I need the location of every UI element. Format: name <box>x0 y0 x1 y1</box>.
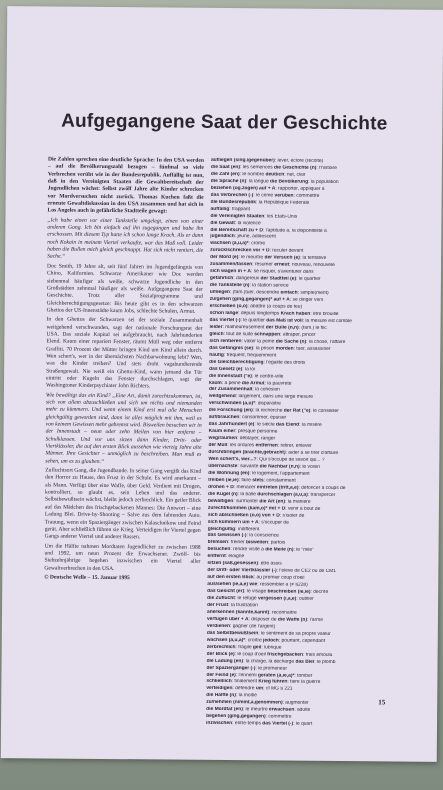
glossary-translation: : le quartier <box>296 276 321 283</box>
glossary-translation: : rapporter, appliquer à <box>275 186 325 192</box>
glossary-term: bremsen <box>207 540 229 546</box>
glossary-term: durchschlagen (ä,u,a) <box>257 492 308 498</box>
glossary-term: die Bevölkerung <box>270 179 309 185</box>
glossary-translation: : le plomb <box>314 659 336 665</box>
glossary-translation: : valoir la peine <box>241 338 276 345</box>
glossary-translation: : depuis longtemps <box>238 311 281 317</box>
glossary-term: die Meile (n) <box>265 547 294 554</box>
glossary-term: durch/bringen (brachte,gebracht) <box>208 449 286 456</box>
glossary-term: verüben <box>274 193 294 199</box>
article-paragraph-1: Doc Smith, 19 Jahre alt, seit fünf Jahren im Jugendgefängnis von Chino, Kalifornien. Schwarze Amerikaner wie Doc werden siebenmal häufiger als weiße, schwarze Jugendliche in den Großstädten zehnmal häufiger als weiße. Aufgegangene Saat der Geschichte. Trotz aller Sozialprogramme und Gleichberechtigungsgesetze: Bis heute gibt es in den schwarzen Ghettos der US-Innenstädte kaum Jobs, schlechte Schulen, Armut. <box>46 263 204 315</box>
glossary-term: zurecht/kommen (kam,o)* mit + D <box>207 505 286 512</box>
glossary-term: die Zahl (en) <box>210 171 240 178</box>
glossary-term: der Bulle (n,n) <box>265 325 299 331</box>
glossary-term: erneut <box>274 262 290 268</box>
glossary-translation: : le promeneur <box>255 665 288 672</box>
glossary-term: schon lange <box>209 310 239 317</box>
glossary-term: zu/gehen (ging,gegangen)* auf + A <box>209 296 290 303</box>
glossary-term: häufig <box>209 352 224 358</box>
glossary-translation: : frais émoulu <box>302 652 333 658</box>
glossary-term: das Jahrhundert (e) <box>208 422 255 428</box>
glossary-translation: : retirer, enlever <box>277 443 312 449</box>
article-column <box>44 156 204 585</box>
glossary-term: verteidigen <box>206 686 233 692</box>
glossary-translation: : l'égalité des droits <box>263 360 306 366</box>
glossary-translation: : reconnaître <box>269 610 297 616</box>
glossary-translation: : la chose, l'affaire <box>306 339 346 345</box>
glossary-translation: : indifférent <box>235 526 260 532</box>
glossary-term: auf/brauchen <box>208 415 240 421</box>
glossary-term: die Armut <box>241 380 265 386</box>
glossary-translation: : la misère <box>299 422 322 429</box>
glossary-term: erschießen (o,o) <box>209 303 248 310</box>
glossary-translation: : la charge, la décharge <box>242 658 296 665</box>
glossary-translation: : le coup d'oeil <box>234 651 268 658</box>
glossary-term: der Feind (e) <box>206 672 236 678</box>
glossary-translation: : malheureusement <box>222 324 266 331</box>
glossary-term: die Bereitschaft zu + D <box>210 227 263 233</box>
glossary-term: die Saat (en) <box>210 164 241 171</box>
glossary-entry <box>206 721 374 729</box>
glossary-translation: : décrire <box>310 589 329 596</box>
glossary-term: übernächste <box>208 463 238 470</box>
glossary-translation: : la cohésion <box>252 387 280 393</box>
glossary-translation: : la violence <box>234 220 261 226</box>
glossary-translation: : pourtant, cependant <box>278 638 326 644</box>
glossary-translation: : venir à bout de <box>285 506 321 512</box>
glossary-term: das Viertel (-) <box>209 317 241 324</box>
glossary-translation: : croître <box>248 241 266 247</box>
glossary-term: zu/nehmen (nimmt,a,genommen) <box>206 700 283 706</box>
glossary-term: anerkennen (kannte,kannt) <box>206 609 270 616</box>
glossary-term: das Viertel (-) <box>262 721 294 727</box>
glossary-translation: : nouveau, renouvelé <box>289 262 335 269</box>
glossary-translation: : tout de suite <box>223 331 255 338</box>
glossary-term: jedoch <box>263 638 279 644</box>
glossary-translation: : faire la guerre <box>287 680 321 686</box>
glossary-term: das Gesicht (er) <box>207 588 245 595</box>
glossary-term: gleich <box>209 331 224 337</box>
glossary-translation: : l'arme <box>307 617 323 623</box>
glossary-term: der Stadtteil (e) <box>260 276 297 282</box>
glossary-translation: : la conscience <box>246 533 279 539</box>
glossary-term: bewältigen <box>207 498 234 504</box>
glossary-term: auf den ersten Blick <box>207 575 254 581</box>
glossary-translation: : le siècle <box>254 422 277 428</box>
article-paragraph-2: In den Ghettos der Schwarzen sei der soziale Zusammenhalt weitgehend verschwunden, sagt der nationale Forschungsrat der USA. Das soziale Kapital sei aufgebraucht, nach Jahrhunderten Elend. Kaum einer repariert Fenster, räumt Müll weg oder entfernt Graffiti. 70 Prozent der Mütter bringen Kind um Kind allein durch. Wen schert's, wer in der übernächsten Nachbarwohnung lebt? Wen, was die Kinder treiben? Und stets droht vagabundierende Straßengewalt. Nie weiß ein Ghetto-Kind, wann jemand die Tür eintritt oder Kugeln das Fenster durchschlagen, sagt der Washingtoner Kinderpsychiater John Richters. <box>45 316 203 390</box>
glossary-translation: : oublier <box>296 596 314 602</box>
glossary-translation: : freiner <box>227 540 246 546</box>
glossary-term: der Mord (e) <box>210 255 239 261</box>
glossary-translation: : (fam.) le flic <box>298 325 327 331</box>
glossary-translation: : les semences <box>239 165 274 171</box>
glossary-translation: : la station service <box>249 283 289 289</box>
vocabulary-glossary <box>206 158 379 730</box>
glossary-term: drohen + D <box>208 484 234 490</box>
glossary-translation: : les ordures <box>227 443 256 449</box>
glossary-term: sitzen (saß,gesessen) <box>207 561 259 567</box>
glossary-term: entfernen <box>255 443 278 449</box>
glossary-translation: : le visage <box>244 589 268 595</box>
glossary-term: das Elend <box>276 422 300 428</box>
glossary-term: zurück/schrecken vor + D <box>210 248 270 254</box>
glossary-term: einfach <box>280 290 298 296</box>
glossary-term: um <box>255 686 264 692</box>
glossary-translation: : le conseiller <box>310 409 339 415</box>
glossary-translation: : le crime <box>253 193 275 199</box>
glossary-term: entfernt <box>207 554 226 560</box>
glossary-term: der Rat ("e) <box>283 408 311 415</box>
glossary-term: aufliegen (sing./gegenüber) <box>210 157 275 164</box>
glossary-term: sich kümmern um + A <box>207 519 259 525</box>
glossary-term: stets <box>252 478 264 484</box>
glossary-translation: : surmonter <box>233 498 260 505</box>
glossary-term: morden <box>275 346 294 352</box>
glossary-translation: : défoncer à coups de <box>298 485 346 491</box>
glossary-translation: : le meurtre <box>238 255 265 261</box>
glossary-translation: : le meurtre <box>242 707 269 713</box>
glossary-term: der Blick (e) <box>206 651 235 657</box>
glossary-term: beschreiben (ie,ie) <box>267 589 311 595</box>
glossary-translation: : frappant <box>229 206 250 212</box>
glossary-translation: : Qui s'occupe de savoir qui... ? <box>256 457 325 463</box>
glossary-term: die Bundesrepublik <box>210 199 256 206</box>
glossary-translation: : fragile <box>235 644 253 650</box>
glossary-term: der Spaziergänger (-) <box>206 665 256 671</box>
glossary-translation: : gagner (de l'argent) <box>229 623 276 630</box>
glossary-term: die Nachbar (n,n) <box>259 464 300 470</box>
article-paragraph-4: Zufluchtsort Gang, die Jugendbande. In seiner Gang vergißt das Kind den Horror zu Hause, den Frust in der Schule. Es wird anerkannt – als Mann. Verfügt über eine Waffe, über Geld. Verdient mit Drogen, kontrolliert, so glaubt es, sein Leben und das anderer. Selbstbewußtsein wächst, bleibt jedoch zerbrechlich. Ein geiler Blick auf das Mädchen des frischgebackenen Mannes: Die Antwort – eine Ladung Blei. Drive-by-Shooting – Salve aus dem fahrenden Auto. Trauung, wenn ein Spaziergänger zwischen Kalaschnikow und Feind gerät. Aber schließlich führen sie Krieg. Verteidigen ihr Viertel gegen Gangs anderer Viertel und anderer Rassen. <box>44 467 202 541</box>
glossary-translation: : à peine <box>221 380 242 386</box>
glossary-translation: : faire <box>238 477 253 484</box>
glossary-translation: : s'occuper de <box>258 519 289 526</box>
glossary-translation: : la mesure est comble <box>302 318 352 325</box>
glossary-translation: : résumer <box>252 262 275 268</box>
glossary-translation: : disposer de <box>248 617 278 623</box>
glossary-translation: : la langue <box>246 179 271 185</box>
glossary-term: verdienen <box>206 623 231 629</box>
glossary-term: geil <box>252 644 262 651</box>
glossary-translation: : commettre <box>265 714 292 720</box>
glossary-translation: : la population <box>308 179 339 185</box>
glossary-term: die Innenstadt ("e) <box>209 373 252 379</box>
glossary-term: das Blei <box>295 659 315 665</box>
glossary-translation: : les États-Unis <box>264 213 298 220</box>
glossary-translation: : s'isoler de <box>279 513 305 519</box>
glossary-translation: : éloigné <box>225 554 245 560</box>
glossary-translation: : l'histoire <box>316 165 337 171</box>
glossary-term: kaum <box>208 380 222 386</box>
glossary-translation: : commettre <box>293 193 320 199</box>
glossary-translation: : lubrique <box>261 645 282 651</box>
glossary-translation: : la tentative <box>299 256 327 262</box>
glossary-term: das Gewissen (-) <box>207 533 247 539</box>
glossary-translation: : largement, dans une large mesure <box>235 394 314 401</box>
glossary-translation: : transpercer <box>307 492 336 498</box>
glossary-term: gleichgültig <box>207 526 236 532</box>
glossary-term: umlegen <box>209 289 230 296</box>
glossary-term: weg/räumen <box>208 436 238 442</box>
glossary-term: die Zuflucht <box>207 595 235 602</box>
glossary-translation: : dangereux <box>233 276 261 282</box>
glossary-term: sich ab/schließen (o,o) von + D <box>207 512 280 519</box>
glossary-term: frischgebacken <box>267 652 304 658</box>
glossary-term: Krieg führen <box>258 679 288 686</box>
glossary-term: zusammen/fassen <box>210 262 253 268</box>
glossary-term: bisweilen <box>245 540 268 546</box>
glossary-term: die Ladung (en) <box>206 658 244 664</box>
glossary-translation: : l'élève de CE2 ou de CM1 <box>276 568 336 575</box>
glossary-translation: : (fam.)tuer, descendre <box>229 290 281 296</box>
glossary-translation: : la République Fédérale <box>255 200 310 206</box>
glossary-translation: : la recherche <box>252 408 284 414</box>
glossary-translation: : défendre <box>232 686 256 692</box>
glossary-translation: : ressembler à (≠ §228) <box>257 582 308 588</box>
glossary-term: weitgehend <box>208 394 236 400</box>
glossary-term: Krach haben <box>280 311 311 317</box>
document-page <box>1 6 443 762</box>
glossary-term: die Sache (n) <box>275 339 307 345</box>
glossary-translation: : finalement <box>231 679 259 685</box>
glossary-translation: : déblayer, ranger <box>237 436 276 442</box>
glossary-translation: : adulte <box>294 707 311 714</box>
glossary-term: sich wagen in + A <box>209 269 252 275</box>
glossary-translation: : attraper, pincer <box>280 332 316 338</box>
glossary-translation: : disparaître <box>255 401 281 407</box>
glossary-term: begehen (ging,gegangen) <box>206 714 266 720</box>
glossary-translation: : être assis <box>257 561 282 567</box>
glossary-term: die Waffe (n) <box>277 617 308 623</box>
glossary-translation: : tuer, assassiner <box>293 346 331 352</box>
glossary-translation: : le quartier <box>240 318 267 324</box>
glossary-term: wachsen (ä,u,a)* <box>210 241 249 247</box>
glossary-translation: : le sentiment de sa propre valeur <box>258 631 331 637</box>
glossary-term: schließlich <box>206 679 232 685</box>
page-title: Aufgegangene Saat der Geschichte <box>61 110 388 135</box>
glossary-translation: : cf MG § 221 <box>263 686 293 693</box>
glossary-term: jugendlich <box>210 234 235 240</box>
glossary-term: gefährlich <box>209 276 234 282</box>
glossary-term: die Geschichte (n) <box>273 165 317 171</box>
glossary-translation: : la frustration <box>228 603 258 609</box>
glossary-term: zerbrechlich <box>206 644 236 650</box>
glossary-translation: : le nombre <box>239 172 266 178</box>
glossary-term: Kaum einer <box>208 429 236 435</box>
glossary-term: der Frust <box>207 602 229 609</box>
glossary-translation: : la pauvreté <box>264 380 292 387</box>
glossary-translation: : suivante <box>237 464 260 470</box>
glossary-translation: : constamment <box>263 478 296 484</box>
page-number: 15 <box>378 698 386 707</box>
glossary-term: beziehen (og.zogen) auf + A <box>210 185 276 192</box>
glossary-term: die Art (en) <box>259 499 286 505</box>
glossary-term: inzwischen <box>206 721 233 727</box>
glossary-translation: : la moitié <box>235 693 257 699</box>
glossary-translation: : être brouillé <box>310 311 339 317</box>
glossary-translation: : aider à se tirer d'affaire <box>285 450 339 457</box>
article-paragraph-3: Wie bewältigt das ein Kind? „Eine Art, damit zurechtzukommen, ist, sich von allem abzuschließen und sich um nichts und niemanden mehr zu kümmern. Und wenn einem Kind erst mal alle Menschen gleichgültig geworden sind, dann ist alles möglich mit ihm, weil es von keinem Gewissen mehr gebremst wird. Bisweilen besuchen wir in der Innenstadt – neun oder zehn Meilen von hier entfernt – Schulklassen. Und vor uns sitzen dann Kinder, Dritt- oder Viertklässler, die auf den ersten Blick aussehen wie vierzig Jahre alte Männer. Ihre Gesichter – unmöglich zu beschreiben. Man muß es sehen, um es zu glauben.“ <box>45 392 202 465</box>
glossary-term: aus/sehen (ie,a,e) wie <box>207 582 258 588</box>
glossary-translation: : l'ennemi <box>235 672 258 678</box>
glossary-term: die Kugel (n) <box>208 491 238 497</box>
glossary-translation: : net, clair <box>284 172 306 178</box>
glossary-term: deutlich <box>265 172 285 178</box>
glossary-translation: : rendre visite à <box>230 547 266 553</box>
glossary-term: die Wohnung (en) <box>208 470 250 477</box>
glossary-term: vergessen (i,a,e) <box>257 596 297 602</box>
glossary-term: die Gewalt <box>210 220 235 226</box>
glossary-translation: : le centre-ville <box>251 373 284 380</box>
glossary-translation: : l'aptitude à, la disponibilité à <box>262 227 327 234</box>
glossary-term: das Maß ist voll <box>266 318 303 324</box>
article-source: © Deutsche Welle – 15. Januar 1995 <box>44 574 130 582</box>
glossary-term: das Gesetz (e) <box>209 366 243 372</box>
glossary-translation: : augmenter <box>282 700 309 707</box>
glossary-translation: : au premier coup d'oeil <box>253 575 305 581</box>
article-quote-1: „Ich habe einen vor einer Tankstelle umgelegt, einen von einer anderen Gang. Ich bin einfach auf ihn zugegangen und habe ihn erschossen. Mit diesem Typ hatte ich schon lange Krach. Als er dann noch Kokain in meinem Viertel verkaufte, war das Maß voll. Leider haben die Bullen mich gleich geschnappt. Hat sich nicht rentiert, die Sache.“ <box>47 217 204 261</box>
glossary-term: die Gleichberechtigung <box>209 359 264 366</box>
glossary-translation: : entre-temps <box>232 721 263 727</box>
glossary-translation: : le "mile" <box>293 548 314 554</box>
article-paragraph-5: Um die Hälfte nahmen Mordtaten Jugendlicher zu zwischen 1988 und 1992, um neun Prozent die Erwachsener. Zwölf- bis Siebzehnjährige begehen inzwischen ein Viertel aller Gewaltverbrechen in den USA. <box>44 542 201 572</box>
glossary-term: die Vereinigten Staaten <box>210 213 265 219</box>
glossary-translation: : tomber <box>294 673 313 679</box>
glossary-term: auffällig <box>210 206 230 212</box>
article-lead: Die Zahlen sprechen eine deutliche Sprache: In den USA werden – auf die Bevölkerungszahl bezogen – fünfmal so viele Verbrechen verübt wie in der Bundesrepublik. Auffällig ist nun, daß in den Vereinigten Staaten die Gewaltbereitschaft der Jugendlichen wächst: Selbst zwölf Jahre alte Kinder schrecken vor Mordversuchen nicht zurück. Thomas Kuchen faßt die erneute Gewaltdiskussion in den USA zusammen und hat sich in Los Angeles auch in gefährliche Stadtteile gewagt: <box>47 156 204 215</box>
glossary-term: verschwinden (a,u)* <box>208 401 256 407</box>
glossary-translation: : la prison <box>253 346 276 352</box>
glossary-term: die Sprache (n) <box>210 178 247 185</box>
glossary-term: das Selbstbewußtsein <box>206 630 259 637</box>
glossary-translation: : la manière <box>284 499 311 505</box>
glossary-term: die Hälfte (n) <box>206 693 236 699</box>
glossary-translation: : se diriger vers <box>289 297 324 303</box>
glossary-term: Wen schert's, wer...? <box>208 456 257 463</box>
glossary-term: sich rentieren <box>209 338 242 344</box>
glossary-translation: : le logement, l'appartement <box>249 471 310 477</box>
glossary-term: geraten (ä,ie,a)* <box>257 672 295 679</box>
glossary-translation: : jeune, adolescent <box>234 234 276 240</box>
glossary-translation: : le voisin <box>299 464 321 470</box>
glossary-term: leider <box>209 324 223 330</box>
glossary-translation: : consommer, épuiser <box>239 415 287 421</box>
glossary-translation: : croître <box>245 637 264 644</box>
glossary-translation: : menacer <box>233 484 257 491</box>
glossary-translation: : abattre (à coups de feu) <box>247 304 303 310</box>
glossary-translation: : simple(ment) <box>297 290 329 297</box>
glossary-term: besuchen <box>207 547 231 553</box>
glossary-term: schnappen <box>254 332 281 338</box>
glossary-term: der Dritt- oder Viertklässler (-) <box>207 568 277 574</box>
glossary-term: der Müll <box>208 442 228 449</box>
glossary-term: der Zusammenhalt <box>208 387 253 393</box>
glossary-term: die Forschung (en) <box>208 408 253 414</box>
glossary-term: eintreten (tritt,a,e) <box>256 485 299 491</box>
glossary-term: das Gefängnis (se) <box>209 345 254 352</box>
glossary-translation: : presque personne <box>235 429 278 435</box>
glossary-translation: : lever, éclore (récolte) <box>274 158 324 164</box>
glossary-translation: : reculer devant <box>269 248 304 255</box>
glossary-translation: : le quart <box>293 721 313 728</box>
glossary-term: der Versuch (e) <box>264 255 300 262</box>
glossary-translation: : la balle <box>237 491 258 498</box>
glossary-term: das Verbrechen (-) <box>210 192 254 199</box>
glossary-term: treiben (ie,ie) <box>208 477 239 483</box>
glossary-term: verfügen über + A <box>206 616 249 623</box>
glossary-term: wachsen (ä,u,a)* <box>206 637 246 643</box>
glossary-translation: : parfois <box>267 540 286 546</box>
glossary-translation: : la loi <box>242 366 256 372</box>
glossary-term: die Mordtat (en) <box>206 707 243 713</box>
glossary-translation: : le refuge <box>234 596 258 602</box>
glossary-term: die Tankstelle (n) <box>209 283 250 289</box>
glossary-translation: : se risquer, s'aventurer dans <box>250 269 314 276</box>
glossary-term: erwachsen <box>268 707 295 713</box>
glossary-translation: : fréquent, fréquemment <box>223 352 277 359</box>
